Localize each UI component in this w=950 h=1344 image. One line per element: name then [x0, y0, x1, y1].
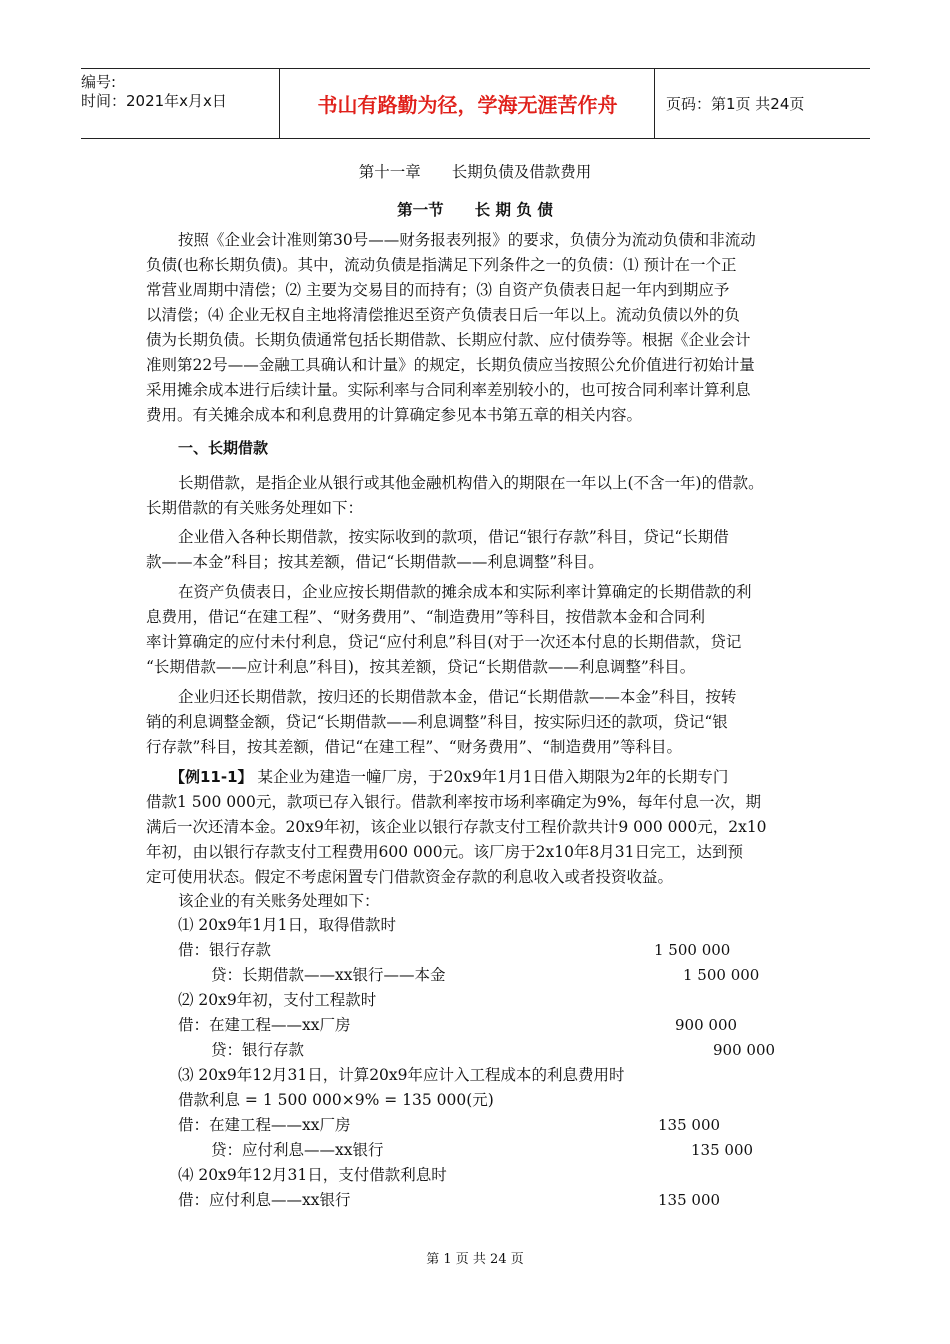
text-line: 采用摊余成本进行后续计量。实际利率与合同利率差别较小的，也可按合同利率计算利息	[146, 381, 751, 399]
entry-debit: 借：银行存款	[178, 941, 272, 959]
entry-debit: 借：应付利息——xx银行	[178, 1191, 351, 1209]
entry-step: ⑵ 20x9年初，支付工程款时	[178, 991, 377, 1009]
entry-amount: 900 000	[713, 1041, 776, 1059]
page-footer: 第 1 页 共 24 页	[426, 1252, 524, 1267]
text-line: 长期借款，是指企业从银行或其他金融机构借入的期限在一年以上(不含一年)的借款。	[178, 474, 764, 492]
number-label: 编号:	[81, 73, 117, 91]
text-line: 企业归还长期借款，按归还的长期借款本金，借记“长期借款——本金”科目，按转	[178, 688, 737, 706]
example-label: 【例11-1】	[170, 768, 253, 786]
entry-step: ⑷ 20x9年12月31日，支付借款利息时	[178, 1166, 447, 1184]
text-line: 行存款”科目，按其差额，借记“在建工程”、“财务费用”、“制造费用”等科目。	[146, 738, 682, 756]
entry-credit: 贷：应付利息——xx银行	[211, 1141, 384, 1159]
text-line: 负债(也称长期负债)。其中，流动负债是指满足下列条件之一的负债：⑴ 预计在一个正	[146, 256, 737, 274]
subsection-title: 一、长期借款	[178, 439, 269, 457]
header-page-info: 页码：第1页 共24页	[666, 95, 805, 113]
header-motto: 书山有路勤为径，学海无涯苦作舟	[281, 69, 655, 138]
example-first-line	[170, 765, 728, 789]
section-title: 第一节 长 期 负 债	[397, 200, 553, 219]
text-line: 该企业的有关账务处理如下：	[178, 892, 380, 910]
entry-step: ⑶ 20x9年12月31日，计算20x9年应计入工程成本的利息费用时	[178, 1066, 625, 1084]
entry-calculation: 借款利息 = 1 500 000×9% = 135 000(元)	[178, 1091, 494, 1109]
text-line: 长期借款的有关账务处理如下：	[146, 499, 364, 517]
entry-amount: 135 000	[658, 1191, 721, 1209]
example-text: 某企业为建造一幢厂房，于20x9年1月1日借入期限为2年的长期专门	[252, 768, 729, 786]
page-header	[81, 68, 870, 139]
text-line: 常营业周期中清偿；⑵ 主要为交易目的而持有；⑶ 自资产负债表日起一年内到期应予	[146, 281, 730, 299]
text-line: 准则第22号——金融工具确认和计量》的规定，长期负债应当按照公允价值进行初始计量	[146, 356, 755, 374]
text-line: “长期借款——应计利息”科目)，按其差额，贷记“长期借款——利息调整”科目。	[146, 658, 696, 676]
entry-amount: 900 000	[675, 1016, 738, 1034]
text-line: 企业借入各种长期借款，按实际收到的款项，借记“银行存款”科目，贷记“长期借	[178, 528, 729, 546]
text-line: 销的利息调整金额，贷记“长期借款——利息调整”科目，按实际归还的款项，贷记“银	[146, 713, 728, 731]
header-meta	[81, 69, 280, 138]
entry-credit: 贷：长期借款——xx银行——本金	[211, 966, 446, 984]
text-line: 年初，由以银行存款支付工程费用600 000元。该厂房于2x10年8月31日完工，达到预	[146, 843, 744, 861]
date-label: 时间：2021年x月x日	[81, 92, 227, 110]
entry-amount: 135 000	[658, 1116, 721, 1134]
text-line: 费用。有关摊余成本和利息费用的计算确定参见本书第五章的相关内容。	[146, 406, 643, 424]
text-line: 按照《企业会计准则第30号——财务报表列报》的要求，负债分为流动负债和非流动	[178, 231, 756, 249]
entry-amount: 135 000	[691, 1141, 754, 1159]
entry-amount: 1 500 000	[683, 966, 760, 984]
entry-credit: 贷：银行存款	[211, 1041, 305, 1059]
text-line: 债为长期负债。长期负债通常包括长期借款、长期应付款、应付债券等。根据《企业会计	[146, 331, 751, 349]
entry-debit: 借：在建工程——xx厂房	[178, 1016, 351, 1034]
text-line: 在资产负债表日，企业应按长期借款的摊余成本和实际利率计算确定的长期借款的利	[178, 583, 752, 601]
text-line: 借款1 500 000元，款项已存入银行。借款利率按市场利率确定为9%，每年付息一次，期	[146, 793, 761, 811]
entry-step: ⑴ 20x9年1月1日，取得借款时	[178, 916, 396, 934]
text-line: 满后一次还清本金。20x9年初，该企业以银行存款支付工程价款共计9 000 000元，2x10	[146, 818, 767, 836]
text-line: 款——本金”科目；按其差额，借记“长期借款——利息调整”科目。	[146, 553, 604, 571]
entry-amount: 1 500 000	[654, 941, 731, 959]
text-line: 率计算确定的应付未付利息，贷记“应付利息”科目(对于一次还本付息的长期借款，贷记	[146, 633, 742, 651]
chapter-title: 第十一章 长期负债及借款费用	[358, 163, 592, 181]
entry-debit: 借：在建工程——xx厂房	[178, 1116, 351, 1134]
text-line: 定可使用状态。假定不考虑闲置专门借款资金存款的利息收入或者投资收益。	[146, 868, 674, 886]
text-line: 以清偿；⑷ 企业无权自主地将清偿推迟至资产负债表日后一年以上。流动负债以外的负	[146, 306, 740, 324]
text-line: 息费用，借记“在建工程”、“财务费用”、“制造费用”等科目，按借款本金和合同利	[146, 608, 706, 626]
